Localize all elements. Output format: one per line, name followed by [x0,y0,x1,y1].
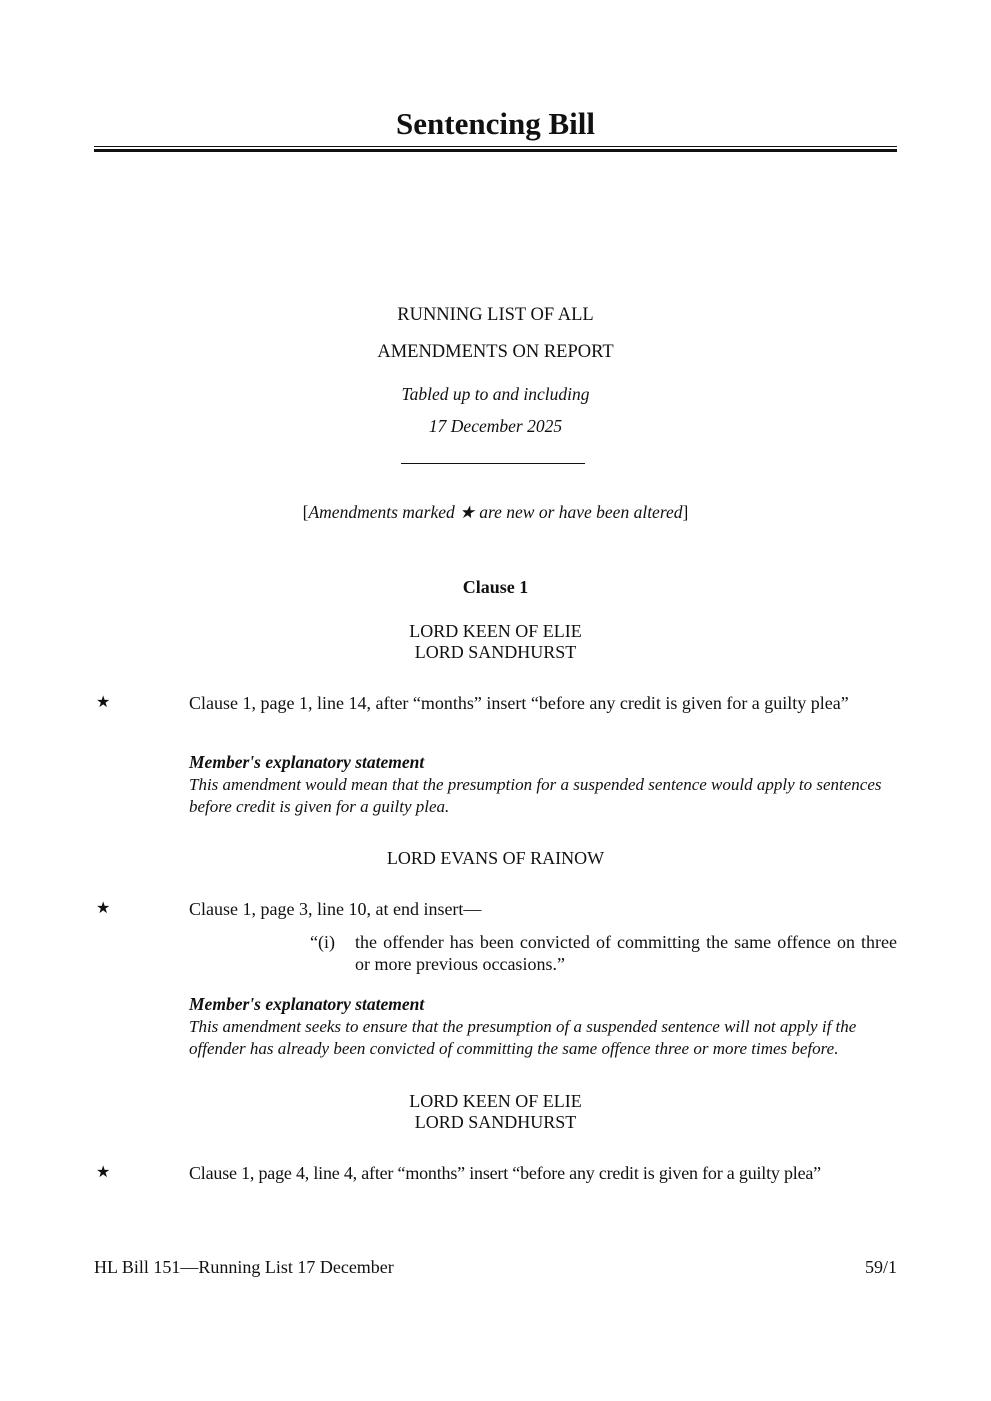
sub-item-text: the offender has been convicted of committing the same offence on three or more previous occasions.” [355,932,897,974]
bracket-open: [ [302,502,309,522]
footer-page-number: 59/1 [864,1257,897,1277]
statement-heading: Member's explanatory statement [189,752,425,772]
tabled-line-2: 17 December 2025 [428,416,563,436]
sponsor: LORD EVANS OF RAINOW [386,848,605,868]
divider [401,463,585,464]
sponsor: LORD SANDHURST [414,642,577,662]
title-rule-thick [94,149,897,152]
heading-line-2: AMENDMENTS ON REPORT [377,342,614,362]
tabled-line-1: Tabled up to and including [401,384,590,404]
sponsor: LORD KEEN OF ELIE [409,1091,582,1111]
amendment-text: Clause 1, page 1, line 14, after “months” insert “before any credit is given for a guilty plea” [189,693,849,713]
clause-heading: Clause 1 [462,577,529,597]
amendments-notice [94,502,897,523]
star-icon: ★ [96,694,111,711]
statement-heading: Member's explanatory statement [189,994,425,1014]
amendment-text: Clause 1, page 3, line 10, at end insert— [189,899,482,919]
bracket-close: ] [682,502,689,522]
footer-bill-ref: HL Bill 151—Running List 17 December [94,1257,394,1277]
amendment-text: Clause 1, page 4, line 4, after “months” insert “before any credit is given for a guilty plea” [189,1163,821,1183]
explanatory-statement: This amendment seeks to ensure that the presumption of a suspended sentence will not apply if the offender has already been convicted of committing the same offence three or more times before. [189,1017,857,1058]
notice-text: Amendments marked ★ are new or have been altered [308,502,683,522]
heading-line-1: RUNNING LIST OF ALL [397,305,594,325]
document-title: Sentencing Bill [396,106,595,141]
sponsor: LORD SANDHURST [414,1112,577,1132]
title-rule-thin [94,146,897,147]
explanatory-statement: This amendment would mean that the presumption for a suspended sentence would apply to sentences before credit is given for a guilty plea. [189,775,882,816]
sponsor: LORD KEEN OF ELIE [409,621,582,641]
sub-item-number: “(i) [310,932,335,952]
star-icon: ★ [96,1164,111,1181]
star-icon: ★ [96,900,111,917]
